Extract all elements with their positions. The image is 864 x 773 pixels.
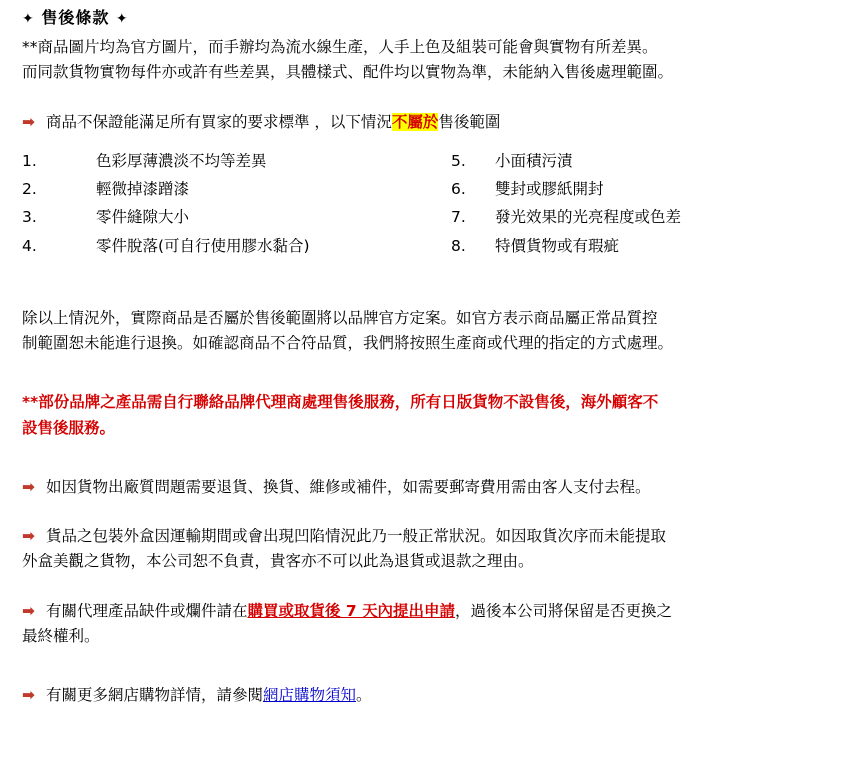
policy-block <box>22 307 850 356</box>
list-item-label: 輕微掉漆蹭漆 <box>96 180 190 198</box>
list-item-number: 8. <box>450 236 466 255</box>
list-item-number: 7. <box>450 208 466 227</box>
claim-item-line-1 <box>22 600 850 623</box>
spacer <box>22 99 850 111</box>
spacer <box>22 454 850 476</box>
claim-item <box>22 600 850 649</box>
exclusion-list-right <box>451 150 850 263</box>
arrow-icon: ➡ <box>22 686 35 704</box>
claim-after: ，過後本公司將保留是否更換之 <box>455 601 673 620</box>
list-item <box>451 206 850 229</box>
list-item-label: 小面積污漬 <box>494 151 573 170</box>
list-item-number: 5. <box>450 151 466 170</box>
list-item <box>22 150 451 173</box>
claim-before: 有關代理產品缺件或爛件請在 <box>45 601 248 620</box>
spacer <box>22 662 850 684</box>
packaging-item-line-1 <box>22 525 850 548</box>
list-item-label: 零件縫隙大小 <box>96 208 190 227</box>
spacer <box>22 513 850 525</box>
list-item <box>22 178 451 201</box>
list-item <box>451 178 850 201</box>
list-item-number: 1. <box>22 151 37 170</box>
brand-notice-line-1: **部份品牌之產品需自行聯絡品牌代理商處理售後服務，所有日版貨物不設售後，海外顧客不 <box>22 393 659 412</box>
more-info-item <box>22 684 850 707</box>
list-item-number: 4. <box>22 236 37 255</box>
packaging-item-text-1: 貨品之包裝外盒因運輸期間或會出現凹陷情況此乃一般正常狀況。如因取貨次序而未能提取 <box>45 527 666 545</box>
list-item-label: 色彩厚薄濃淡不均等差異 <box>96 151 267 170</box>
page-title <box>22 6 850 30</box>
arrow-icon: ➡ <box>22 527 35 545</box>
ornament-left-icon: ✦ <box>22 11 35 27</box>
spacer <box>22 369 850 391</box>
packaging-item-line-2: 外盒美觀之貨物，本公司恕不負責，貴客亦不可以此為退貨或退款之理由。 <box>22 552 534 571</box>
shopping-guide-link[interactable]: 網店購物須知 <box>262 686 356 704</box>
list-item-label: 零件脫落(可自行使用膠水黏合) <box>96 236 310 255</box>
exclusion-notice-before: 商品不保證能滿足所有買家的要求標準 ，以下情況 <box>45 112 392 131</box>
arrow-icon: ➡ <box>22 112 35 131</box>
packaging-item <box>22 525 850 574</box>
exclusion-notice-after: 售後範圍 <box>438 112 501 131</box>
more-info-before: 有關更多網店購物詳情，請參閱 <box>45 686 263 704</box>
policy-line-1: 除以上情況外，實際商品是否屬於售後範圍將以品牌官方定案。如官方表示商品屬正常品質控 <box>22 308 658 327</box>
page-title-text: 售後條款 <box>41 8 110 27</box>
policy-line-2: 制範圍恕未能進行退換。如確認商品不合符品質，我們將按照生產商或代理的指定的方式處理。 <box>22 334 674 352</box>
exclusion-list <box>22 150 850 263</box>
spacer <box>22 588 850 600</box>
ornament-right-icon: ✦ <box>115 11 129 27</box>
list-item-number: 6. <box>450 180 466 198</box>
list-item <box>451 150 850 173</box>
list-item-label: 雙封或膠紙開封 <box>494 180 604 198</box>
list-item <box>451 235 850 258</box>
list-item <box>22 206 451 229</box>
list-item-number: 2. <box>22 180 37 198</box>
shipping-item-text: 如因貨物出廠質問題需要退貨、換貨、維修或補件，如需要郵寄費用需由客人支付去程。 <box>45 477 651 496</box>
spacer <box>22 263 850 307</box>
intro-block <box>22 36 850 85</box>
shipping-item-line <box>22 476 850 499</box>
list-item-label: 特價貨物或有瑕疵 <box>494 236 619 255</box>
arrow-icon: ➡ <box>22 477 35 496</box>
list-item <box>22 235 451 258</box>
claim-item-line-2: 最終權利。 <box>22 626 100 645</box>
intro-line-2: 而同款貨物實物每件亦或許有些差異，具體樣式、配件均以實物為準，未能納入售後處理範圍。 <box>22 63 674 82</box>
more-info-line <box>22 684 850 707</box>
intro-line-1: **商品圖片均為官方圖片，而手辦均為流水線生產，人手上色及組裝可能會與實物有所差異。 <box>22 38 658 56</box>
list-item-number: 3. <box>22 208 37 227</box>
more-info-after: 。 <box>355 686 372 704</box>
list-item-label: 發光效果的光亮程度或色差 <box>494 208 681 227</box>
brand-notice-line-2: 設售後服務。 <box>22 418 116 437</box>
exclusion-list-left <box>22 150 451 263</box>
brand-notice-block <box>22 391 850 440</box>
claim-emphasis: 購買或取貨後 7 天內提出申請 <box>247 601 456 620</box>
exclusion-notice-highlight: 不屬於 <box>391 112 439 131</box>
shipping-item <box>22 476 850 499</box>
arrow-icon: ➡ <box>22 601 35 620</box>
exclusion-notice <box>22 111 850 134</box>
